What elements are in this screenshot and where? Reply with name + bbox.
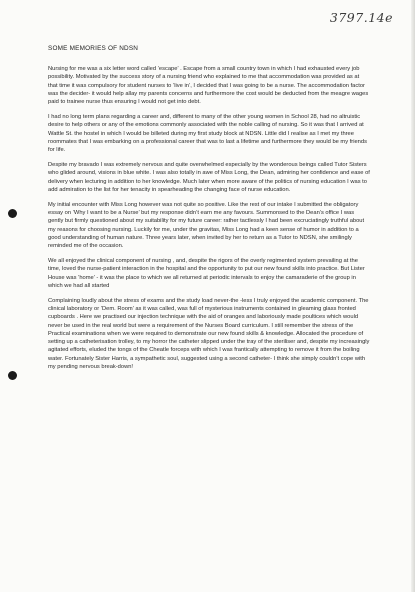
punch-hole-upper [8, 209, 17, 218]
document-body [48, 65, 370, 378]
handwritten-reference-number: 3797.14e [329, 10, 393, 25]
punch-hole-lower [8, 371, 17, 380]
paragraph-5: We all enjoyed the clinical component of nursing , and, despite the rigors of the overly regimented system prevailing at the time, loved the nurse-patient interaction in the hospital and the opportunity to put our new found skills into practice. But Lister House was ‘home’ - it was the place to which we all returned at periodic intervals to enjoy the camaraderie of the group in which we had all started [48, 257, 365, 289]
paragraph-6: Complaining loudly about the stress of exams and the study load never-the -less I truly enjoyed the academic component. The clinical laboratory or ‘Dem. Room’ as it was called, was full of mysterious instruments contained in gleaming glass fronted cupboards . Here we practised our injection technique with the aid of oranges and laboriously made poultices which would never be used in the real world but were a requirement of the Nurses Board curriculum. I still remember the stress of the Practical examinations when we were required to demonstrate our new found skills & knowledge. Allocated the procedure of setting up a catheterisation trolley, to my horror the catheter slipped under the tray of the steriliser and, despite my increasingly agitated efforts, eluded the tongs of the Cheatle forceps with which I was frantically attempting to remove it from the boiling water. Fortunately Sister Harris, a sympathetic soul, suggested using a second catheter- I think she simply couldn’t cope with my pending nervous break-down! [48, 297, 370, 370]
page-edge-shadow [411, 0, 415, 592]
paragraph-4: My initial encounter with Miss Long however was not quite so positive. Like the rest of our intake I submitted the obligatory essay on ‘Why I want to be a Nurse’ but my response didn’t earn me any favours. Summonsed to the Dean’s office I was gently but firmly questioned about my suitability for my future career: rather tactlessly I had been excruciatingly truthful about my reasons for choosing nursing. Luckily for me, under the gravitas, Miss Long had a keen sense of humor in addition to a good understanding of human nature. Three years later, when invited by her to return as a Tutor to NDSN, she smilingly reminded me of the occasion. [48, 201, 365, 250]
paragraph-2: I had no long term plans regarding a career and, different to many of the other young women in School 28, had no altruistic desire to help others or any of the emotions commonly associated with the noble calling of nursing. So it was that I arrived at Wattle St. the hostel in which I would be billeted during my first study block at NDSN. Little did I realise as I met my three roommates that I was embarking on a professional career that was to last a lifetime and furthermore they would be my friends for life. [48, 113, 367, 154]
document-title: SOME MEMORIES OF NDSN [48, 45, 139, 52]
paragraph-1: Nursing for me was a six letter word called ‘escape’ . Escape from a small country town in which I had exhausted every job possibility. Motivated by the success story of a nursing friend who explained to me that accommodation was provided as at that time it was compulsory for student nurses to ‘live in’, I decided that I was going to be a nurse. The accommodation factor was the decider- it would help allay my parents concerns and furthermore the cost would be deducted from the meagre wages paid to trainee nurse thus ensuring I would not get into debt. [48, 66, 369, 106]
paragraph-3: Despite my bravado I was extremely nervous and quite overwhelmed especially by the wonderous beings called Tutor Sisters who glided around, visions in blue white. I was also totally in awe of Miss Long, the Dean, admiring her confidence and ease of delivery when lecturing in addition to her knowledge. Much later when more aware of the politics of nursing education I was to add admiration to the list for her tenacity in spearheading the changing face of nurse education. [48, 161, 370, 193]
